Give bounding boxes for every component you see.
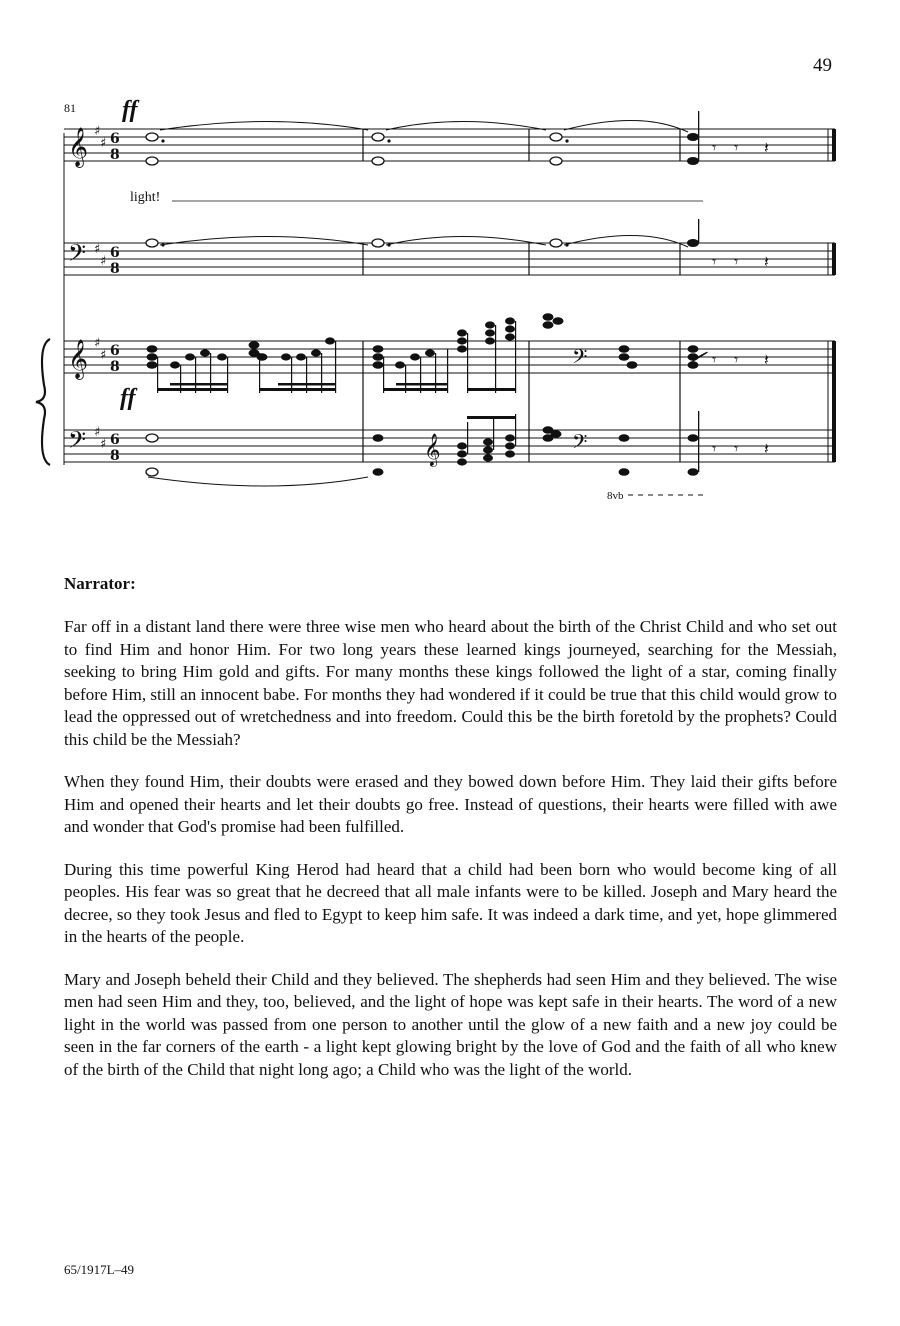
- rests: [712, 138, 769, 458]
- voice-notes: [146, 133, 562, 247]
- staff-piano-right: [64, 341, 835, 373]
- svg-text:𝄾: 𝄾: [712, 439, 717, 458]
- piano-lh-notes: [146, 434, 158, 476]
- dynamic-ff-voice: ff: [122, 97, 138, 123]
- treble-clef-piano: 𝄞: [68, 339, 89, 379]
- narration: [64, 574, 837, 1101]
- ties: [148, 120, 707, 486]
- barlines: [363, 129, 680, 462]
- svg-text:♯: ♯: [94, 336, 101, 351]
- svg-text:6: 6: [110, 343, 120, 359]
- svg-text:𝄾: 𝄾: [712, 350, 717, 369]
- svg-text:6: 6: [110, 131, 120, 147]
- music-score: [0, 95, 900, 515]
- svg-text:𝄾: 𝄾: [734, 350, 739, 369]
- narration-paragraph: Far off in a distant land there were three wise men who heard about the birth of the Christ Child and who set out to find Him and honor Him. For two long years these learned kings journeyed, searching for the Messiah, seeking to bring Him gold and gifts. For many months these kings followed the light of a star, coming finally before Him, still an innocent babe. For months they had wondered if it could be true that this child would grow to lead the oppressed out of wretchedness and into freedom. Could this be the birth foretold by the prophets? Could this child be the Messiah?: [64, 617, 837, 749]
- svg-text:𝄾: 𝄾: [712, 252, 717, 271]
- svg-text:𝄽: 𝄽: [764, 252, 769, 271]
- piano-lh-filled: [373, 411, 700, 476]
- svg-text:6: 6: [110, 245, 120, 261]
- lyric-light: light!: [130, 190, 161, 205]
- mid-clefs: [424, 345, 587, 467]
- svg-text:𝄞: 𝄞: [424, 433, 441, 466]
- svg-text:8: 8: [110, 448, 120, 464]
- svg-text:♯: ♯: [100, 136, 107, 151]
- svg-text:𝄽: 𝄽: [764, 350, 769, 369]
- svg-text:8: 8: [110, 359, 120, 375]
- svg-text:♯: ♯: [94, 124, 101, 139]
- piano-brace: [36, 339, 50, 465]
- svg-text:𝄾: 𝄾: [734, 439, 739, 458]
- narration-paragraph: During this time powerful King Herod had heard that a child had been born who would become king of all peoples. His fear was so great that he decreed that all male infants were to be killed. Joseph and Mary heard the decree, so they took Jesus and fled to Egypt to keep him safe. It was indeed a dark time, and yet, hope glimmered in the hearts of the people.: [64, 859, 837, 946]
- svg-text:8: 8: [110, 261, 120, 277]
- measure-number: 81: [64, 101, 76, 115]
- dynamic-ff-piano: ff: [120, 385, 136, 411]
- narrator-heading: Narrator:: [64, 574, 136, 593]
- staff-bass-voice: [64, 243, 835, 275]
- svg-text:♯: ♯: [100, 254, 107, 269]
- score-notation: [0, 95, 900, 515]
- svg-text:𝄾: 𝄾: [734, 252, 739, 271]
- svg-text:𝄽: 𝄽: [764, 439, 769, 458]
- staff-soprano: [64, 129, 835, 161]
- svg-text:♯: ♯: [94, 425, 101, 440]
- svg-text:♯: ♯: [100, 348, 107, 363]
- piano-rh-notes: [147, 313, 699, 393]
- svg-text:𝄢: 𝄢: [572, 345, 588, 373]
- svg-text:𝄾: 𝄾: [734, 138, 739, 157]
- svg-text:𝄢: 𝄢: [572, 430, 588, 458]
- treble-clef: 𝄞: [68, 127, 89, 167]
- svg-text:6: 6: [110, 432, 120, 448]
- svg-text:𝄽: 𝄽: [764, 138, 769, 157]
- svg-text:𝄾: 𝄾: [712, 138, 717, 157]
- narration-paragraph: When they found Him, their doubts were erased and they bowed down before Him. They laid their gifts before Him and opened their hearts and let their doubts go free. Instead of questions, their hearts were filled with awe and wonder that God's promise had been fulfilled.: [64, 772, 837, 836]
- page-number: 49: [813, 55, 832, 76]
- svg-text:♯: ♯: [94, 242, 101, 257]
- catalog-number: 65/1917L–49: [64, 1262, 135, 1277]
- ottava-marking: 8vb: [607, 490, 624, 502]
- svg-text:8: 8: [110, 147, 120, 163]
- svg-text:♯: ♯: [100, 437, 107, 452]
- bass-clef: 𝄢: [68, 239, 87, 272]
- narration-paragraph: Mary and Joseph beheld their Child and they believed. The shepherds had seen Him and they believed. The wise men had seen Him and they, too, believed, and the light of hope was kept safe in their hearts. The word of a new light in the world was passed from one person to another until the glow of a new faith and a new joy could be seen in the far corners of the earth - a light kept glowing bright by the love of God and the faith of all who knew of the birth of the Child that night long ago; a Child who was the light of the world.: [64, 969, 837, 1079]
- staff-piano-left: [64, 430, 835, 462]
- voice-quarter-notes: [161, 111, 699, 247]
- bass-clef-piano: 𝄢: [68, 426, 87, 459]
